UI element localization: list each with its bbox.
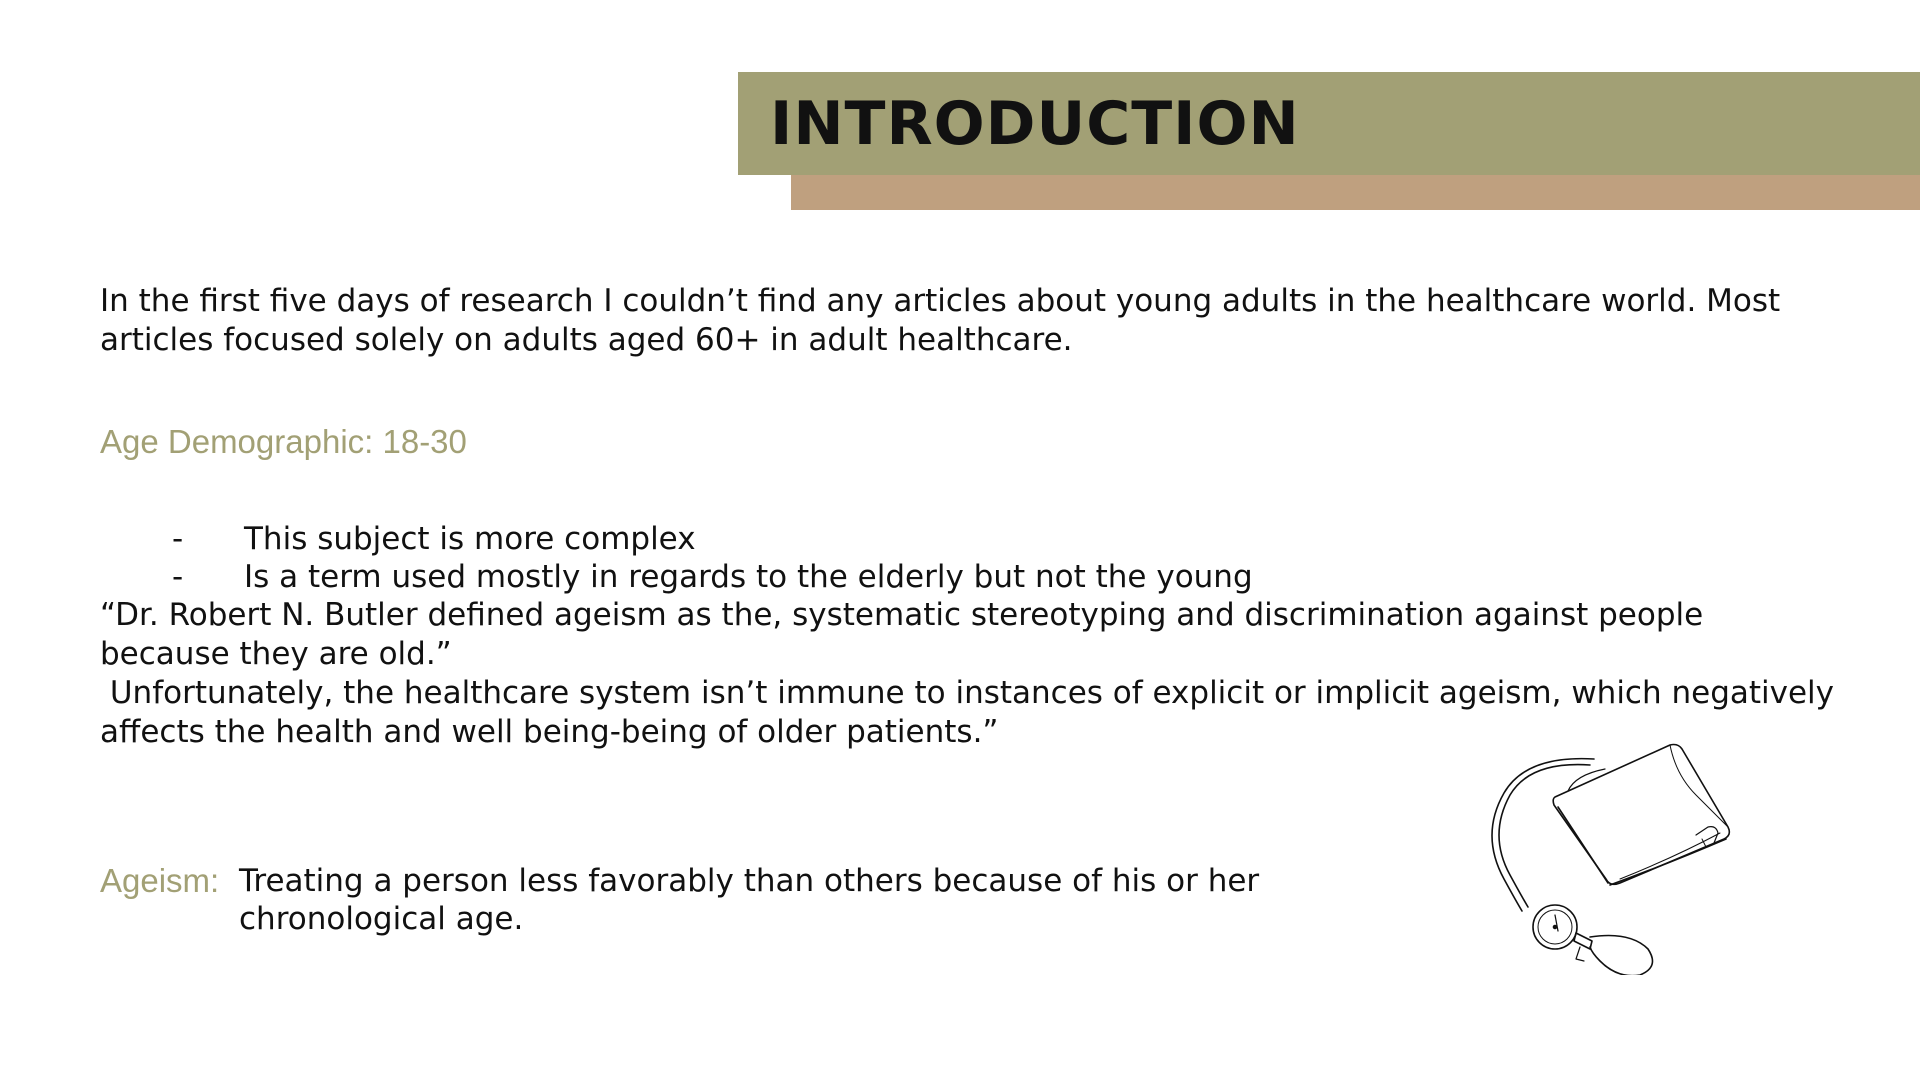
bullet-item [172, 558, 1253, 596]
intro-paragraph [100, 282, 1860, 360]
butler-quote [100, 596, 1860, 752]
definition-line: chronological age. [239, 901, 524, 937]
slide-title: INTRODUCTION [770, 89, 1300, 159]
intro-line: In the first five days of research I couldn’t find any articles about young adults in the healthcare world. Most [100, 283, 1781, 319]
intro-line: articles focused solely on adults aged 60+ in adult healthcare. [100, 322, 1073, 358]
bullet-marker: - [172, 559, 184, 595]
ageism-term: Ageism: [100, 862, 220, 899]
quote-line: “Dr. Robert N. Butler defined ageism as the, systematic stereotyping and discrimination against people [100, 597, 1704, 633]
bullet-text: This subject is more complex [244, 521, 696, 557]
bullet-list [172, 520, 1253, 596]
quote-line: affects the health and well being-being of older patients.” [100, 714, 999, 750]
bullet-marker: - [172, 521, 184, 557]
blood-pressure-cuff-icon [1470, 735, 1740, 975]
definition-line: Treating a person less favorably than others because of his or her [239, 863, 1260, 899]
quote-line: Unfortunately, the healthcare system isn’t immune to instances of explicit or implicit ageism, which negatively [100, 675, 1835, 711]
title-accent-bar [791, 170, 1920, 210]
age-demographic-heading: Age Demographic: 18-30 [100, 423, 467, 460]
bullet-item [172, 520, 1253, 558]
bullet-text: Is a term used mostly in regards to the elderly but not the young [244, 559, 1253, 595]
quote-line: because they are old.” [100, 636, 452, 672]
ageism-definition [239, 862, 1259, 938]
